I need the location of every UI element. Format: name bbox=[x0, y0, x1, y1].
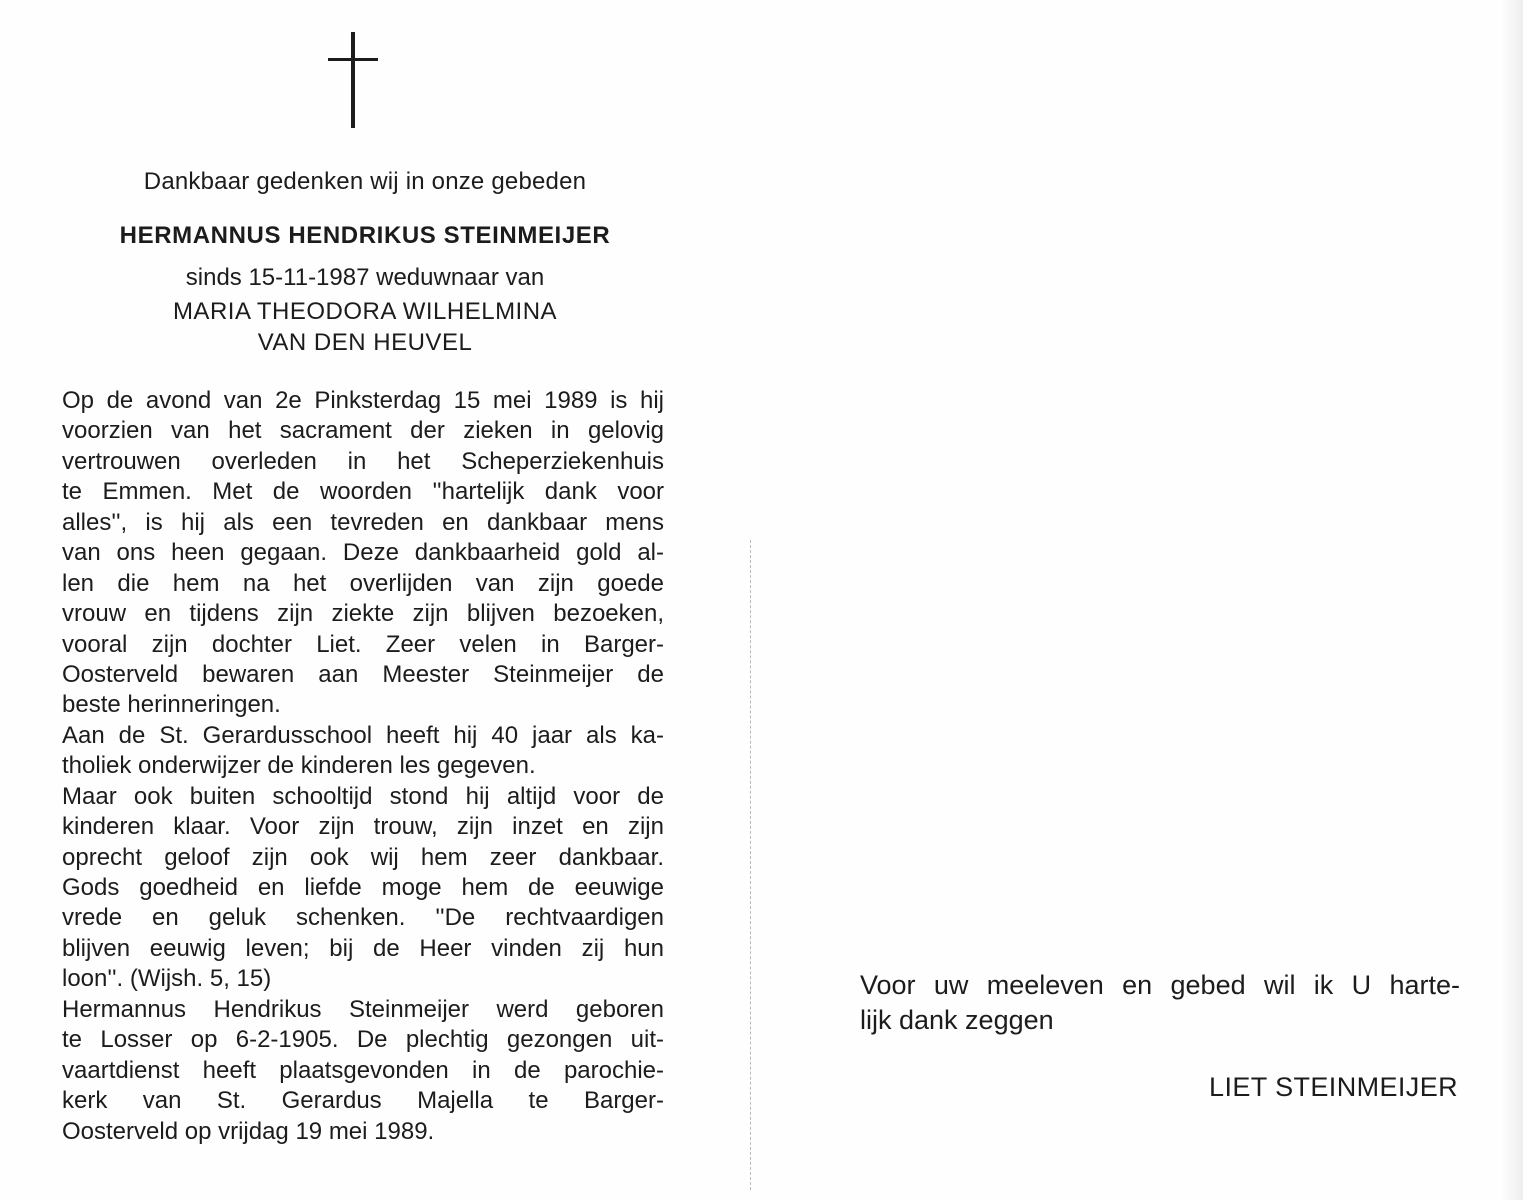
thanks-line: lijk dank zeggen bbox=[860, 1005, 1054, 1035]
body-line: kinderen klaar. Voor zijn trouw, zijn inzet en zijn bbox=[62, 813, 664, 841]
thanks-line: Voor uw meeleven en gebed wil ik U harte- bbox=[860, 970, 1460, 1000]
scan-edge-shadow bbox=[1501, 0, 1523, 1200]
intro-text: Dankbaar gedenken wij in onze gebeden bbox=[143, 168, 587, 195]
body-line: Maar ook buiten schooltijd stond hij altijd voor de bbox=[62, 782, 664, 810]
body-line: Oosterveld bewaren aan Meester Steinmeijer de bbox=[62, 660, 664, 688]
spouse-name-line: VAN DEN HEUVEL bbox=[257, 329, 473, 356]
body-line: Gods goedheid en liefde moge hem de eeuwige bbox=[62, 874, 664, 901]
body-line: blijven eeuwig leven; bij de Heer vinden zij hun bbox=[62, 934, 664, 962]
cross-icon bbox=[328, 32, 378, 130]
signature: LIET STEINMEIJER bbox=[1209, 1072, 1458, 1102]
spouse-name bbox=[60, 296, 670, 358]
body-line: oprecht geloof zijn ook wij hem zeer dankbaar. bbox=[62, 843, 664, 871]
body-line: tholiek onderwijzer de kinderen les gegeven. bbox=[62, 752, 536, 780]
spouse-name-line: MARIA THEODORA WILHELMINA bbox=[172, 298, 558, 325]
body-line: Op de avond van 2e Pinksterdag 15 mei 1989 is hij bbox=[62, 387, 664, 414]
body-line: van ons heen gegaan. Deze dankbaarheid gold al- bbox=[62, 539, 664, 567]
body-line: beste herinneringen. bbox=[62, 691, 281, 719]
widower-line: sinds 15-11-1987 weduwnaar van bbox=[185, 264, 545, 291]
body-line: vooral zijn dochter Liet. Zeer velen in Barger- bbox=[62, 630, 664, 658]
cross-vertical-beam bbox=[351, 32, 355, 128]
body-line: vrouw en tijdens zijn ziekte zijn blijven bezoeken, bbox=[62, 600, 664, 628]
deceased-name: HERMANNUS HENDRIKUS STEINMEIJER bbox=[119, 222, 611, 249]
body-line: vrede en geluk schenken. ''De rechtvaardigen bbox=[62, 904, 664, 932]
thanks-message bbox=[860, 968, 1460, 1038]
body-line: loon''. (Wijsh. 5, 15) bbox=[62, 965, 272, 993]
body-line: alles'', is hij als een tevreden en dankbaar mens bbox=[62, 508, 664, 536]
body-line: voorzien van het sacrament der zieken in gelovig bbox=[62, 417, 664, 445]
body-line: te Emmen. Met de woorden ''hartelijk dank voor bbox=[62, 478, 664, 506]
body-line: Hermannus Hendrikus Steinmeijer werd geboren bbox=[62, 995, 664, 1023]
body-line: len die hem na het overlijden van zijn goede bbox=[62, 569, 664, 597]
body-line: vertrouwen overleden in het Scheperziekenhuis bbox=[62, 447, 664, 475]
body-line: Aan de St. Gerardusschool heeft hij 40 jaar als ka- bbox=[62, 721, 664, 749]
body-line: te Losser op 6-2-1905. De plechtig gezongen uit- bbox=[62, 1026, 664, 1054]
fold-line bbox=[750, 540, 751, 1190]
obituary-body bbox=[62, 386, 664, 1147]
body-line: vaartdienst heeft plaatsgevonden in de parochie- bbox=[62, 1056, 664, 1084]
body-line: kerk van St. Gerardus Majella te Barger- bbox=[62, 1087, 664, 1115]
body-line: Oosterveld op vrijdag 19 mei 1989. bbox=[62, 1117, 435, 1145]
cross-horizontal-beam bbox=[328, 58, 378, 61]
